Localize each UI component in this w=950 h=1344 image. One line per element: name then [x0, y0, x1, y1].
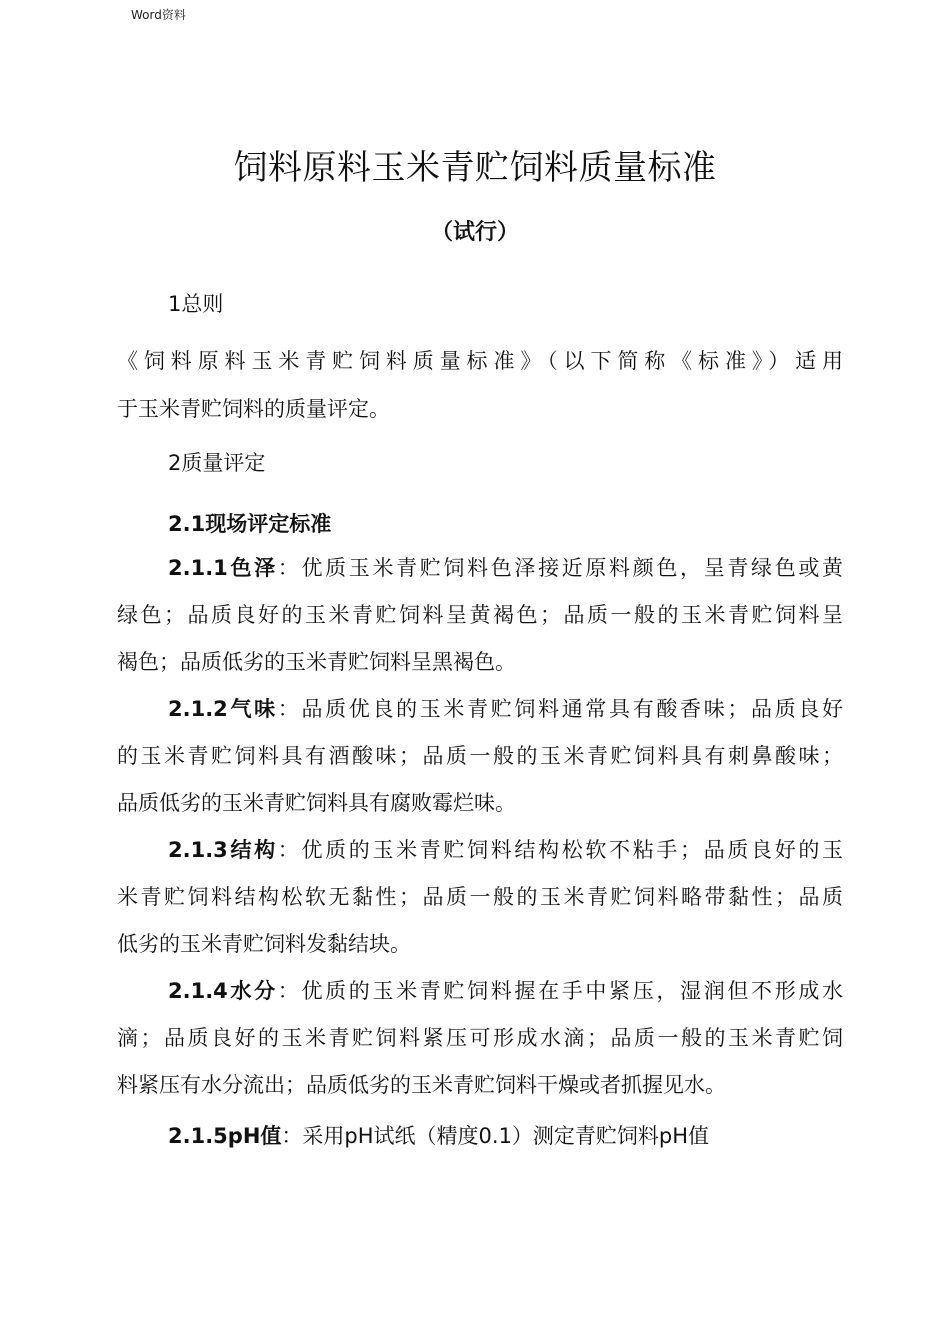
item-ph-label: pH值 [227, 1124, 282, 1148]
item-moisture-text: ：优质的玉米青贮饲料握在手中紧压，湿润但不形成水 [277, 979, 844, 1003]
item-structure-number: 2.1.3 [168, 838, 228, 862]
item-color-text: ：优质玉米青贮饲料色泽接近原料颜色，呈青绿色或黄 [277, 556, 844, 580]
item-color-line-2: 绿色；品质良好的玉米青贮饲料呈黄褐色；品质一般的玉米青贮饲料呈 [117, 603, 843, 627]
section-1-heading: 1总则 [168, 292, 224, 316]
item-color-line-3: 褐色；品质低劣的玉米青贮饲料呈黑褐色。 [117, 650, 516, 674]
item-moisture-line-3: 料紧压有水分流出；品质低劣的玉米青贮饲料干燥或者抓握见水。 [117, 1073, 726, 1097]
item-structure-line-1 [168, 827, 843, 874]
item-color-line-1 [168, 545, 843, 592]
item-moisture-number: 2.1.4 [168, 979, 228, 1003]
item-color-label: 色泽 [227, 556, 278, 580]
item-ph-line-1 [168, 1120, 709, 1150]
item-odor-number: 2.1.2 [168, 697, 228, 721]
item-ph-number: 2.1.5 [168, 1124, 228, 1148]
item-structure-label: 结构 [227, 838, 278, 862]
item-color-number: 2.1.1 [168, 556, 228, 580]
item-odor-line-1 [168, 686, 843, 733]
item-structure-line-2: 米青贮饲料结构松软无黏性；品质一般的玉米青贮饲料略带黏性；品质 [117, 885, 843, 909]
item-odor-line-2: 的玉米青贮饲料具有酒酸味；品质一般的玉米青贮饲料具有刺鼻酸味； [117, 744, 843, 768]
document-title: 饲料原料玉米青贮饲料质量标准 [233, 148, 717, 188]
item-structure-line-3: 低劣的玉米青贮饲料发黏结块。 [117, 932, 411, 956]
item-ph-text: ：采用pH试纸（精度0.1）测定青贮饲料pH值 [281, 1124, 710, 1148]
document-subtitle: （试行） [430, 220, 519, 245]
item-moisture-label: 水分 [227, 979, 278, 1003]
header-note: Word资料 [131, 8, 186, 22]
item-odor-label: 气味 [227, 697, 278, 721]
item-moisture-line-2: 滴；品质良好的玉米青贮饲料紧压可形成水滴；品质一般的玉米青贮饲 [117, 1026, 843, 1050]
item-odor-line-3: 品质低劣的玉米青贮饲料具有腐败霉烂味。 [117, 791, 516, 815]
item-structure-text: ：优质的玉米青贮饲料结构松软不粘手；品质良好的玉 [277, 838, 844, 862]
section-2-heading: 2质量评定 [168, 451, 266, 475]
section-2-1-heading: 2.1现场评定标准 [168, 512, 332, 536]
section-1-paragraph-line-2: 于玉米青贮饲料的质量评定。 [117, 397, 390, 421]
item-odor-text: ：品质优良的玉米青贮饲料通常具有酸香味；品质良好 [277, 697, 844, 721]
item-moisture-line-1 [168, 968, 843, 1015]
section-1-paragraph-line-1: 《饲料原料玉米青贮饲料质量标准》（以下简称《标准》）适用 [117, 349, 843, 373]
